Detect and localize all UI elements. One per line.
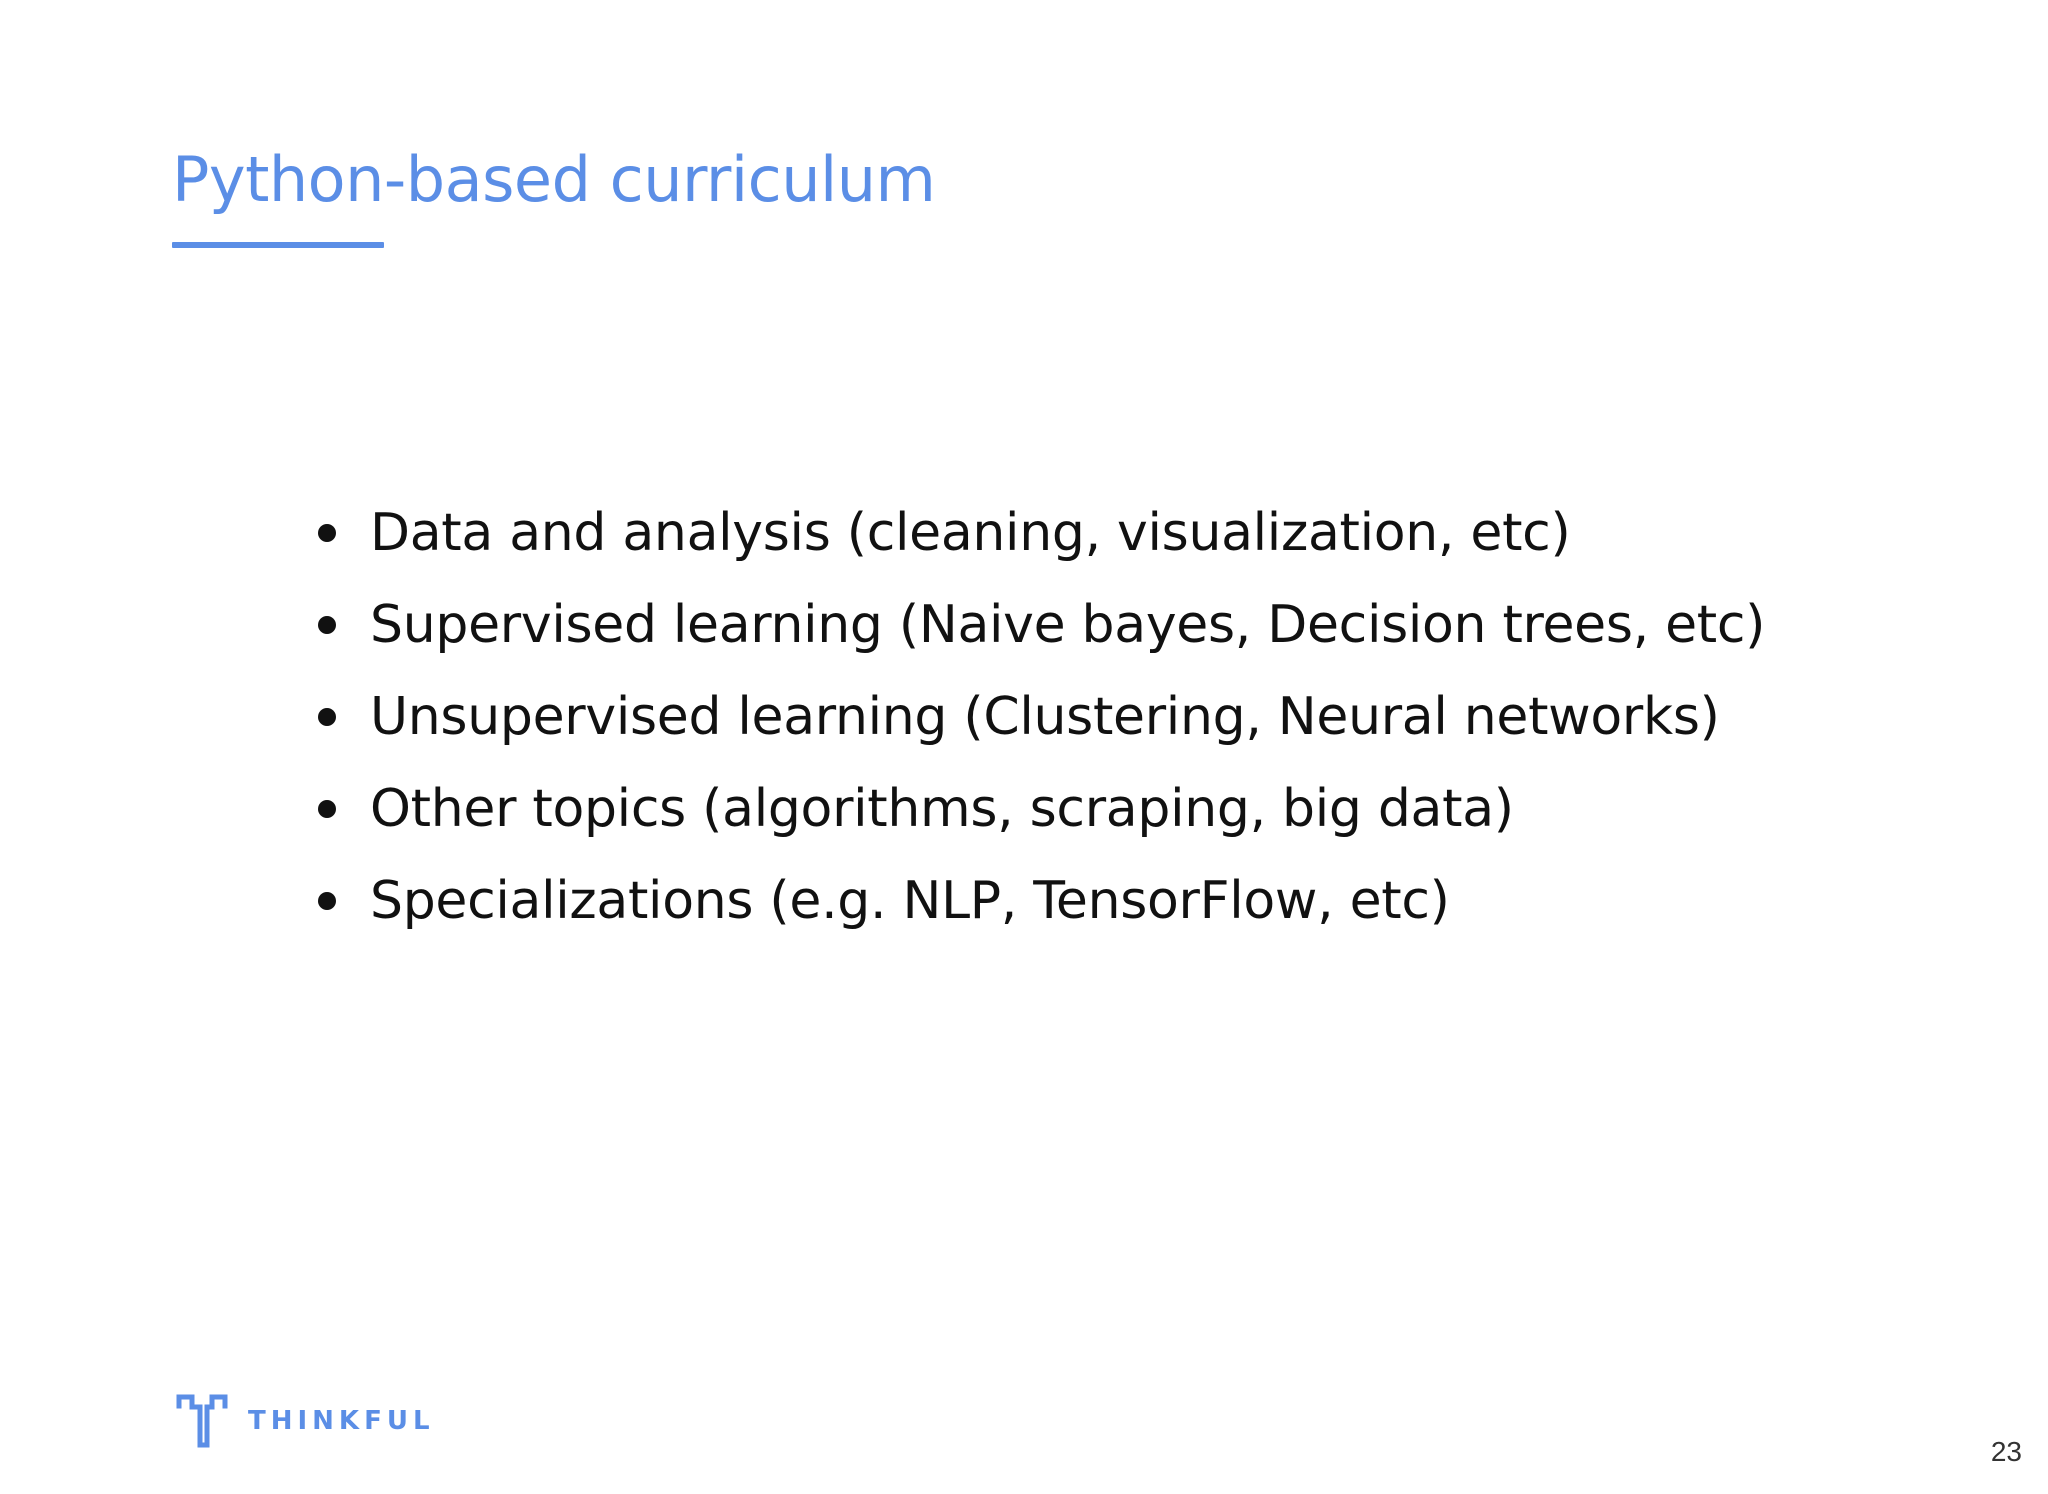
bullet-text: Unsupervised learning (Clustering, Neural networks) <box>370 687 1720 747</box>
bullet-text: Specializations (e.g. NLP, TensorFlow, etc) <box>370 871 1450 931</box>
bullet-text: Data and analysis (cleaning, visualization, etc) <box>370 503 1571 563</box>
bullet-list <box>318 487 1765 947</box>
bullet-item <box>318 763 1765 855</box>
thinkful-logo <box>176 1394 435 1448</box>
logo-text: THINKFUL <box>248 1406 435 1436</box>
bullet-dot-icon <box>318 524 336 542</box>
bullet-text: Supervised learning (Naive bayes, Decision trees, etc) <box>370 595 1766 655</box>
bullet-dot-icon <box>318 708 336 726</box>
bullet-item <box>318 855 1765 947</box>
bullet-dot-icon <box>318 892 336 910</box>
title-underline <box>172 242 384 248</box>
bullet-item <box>318 579 1765 671</box>
page-number: 23 <box>1990 1436 2022 1467</box>
slide-title: Python-based curriculum <box>172 143 936 216</box>
bullet-dot-icon <box>318 616 336 634</box>
thinkful-logo-icon <box>176 1394 228 1448</box>
bullet-item <box>318 671 1765 763</box>
bullet-item <box>318 487 1765 579</box>
bullet-text: Other topics (algorithms, scraping, big data) <box>370 779 1514 839</box>
bullet-dot-icon <box>318 800 336 818</box>
